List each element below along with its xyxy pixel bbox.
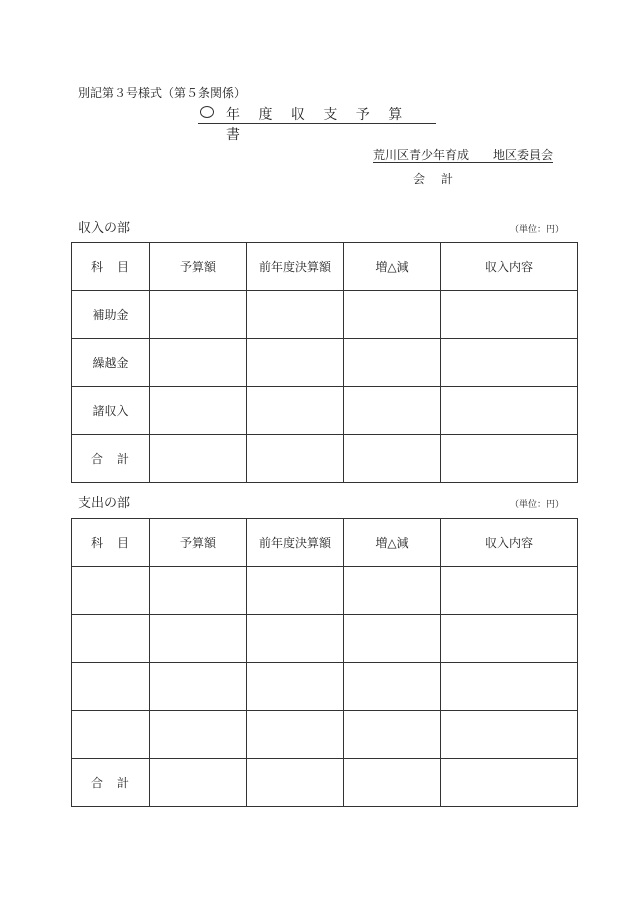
expense-table xyxy=(71,518,578,807)
table-row xyxy=(72,663,578,711)
income-unit-label: （単位：円） xyxy=(510,225,565,235)
budget-cell[interactable] xyxy=(150,435,247,483)
row-label[interactable] xyxy=(72,567,150,615)
expense-header-row xyxy=(72,519,578,567)
form-reference: 別記第３号様式（第５条関係） xyxy=(78,86,247,100)
table-row xyxy=(72,339,578,387)
budget-cell[interactable] xyxy=(150,291,247,339)
organization-name: 荒川区青少年育成 地区委員会 xyxy=(373,148,554,162)
details-cell[interactable] xyxy=(441,435,578,483)
details-cell[interactable] xyxy=(441,759,578,807)
table-row xyxy=(72,567,578,615)
change-cell[interactable] xyxy=(344,615,441,663)
previous-cell[interactable] xyxy=(247,615,344,663)
table-row xyxy=(72,387,578,435)
expense-section-title: 支出の部 xyxy=(78,496,131,511)
change-cell[interactable] xyxy=(344,387,441,435)
budget-cell[interactable] xyxy=(150,663,247,711)
previous-cell[interactable] xyxy=(247,711,344,759)
row-label: 合 計 xyxy=(72,759,150,807)
document-title-text: 年 度 収 支 予 算 書 xyxy=(226,107,410,143)
row-label: 補助金 xyxy=(72,291,150,339)
column-header-subject: 科 目 xyxy=(72,243,150,291)
change-cell[interactable] xyxy=(344,711,441,759)
treasurer-label: 会 計 xyxy=(413,172,456,186)
previous-cell[interactable] xyxy=(247,759,344,807)
details-cell[interactable] xyxy=(441,615,578,663)
change-cell[interactable] xyxy=(344,435,441,483)
expense-unit-label: （単位：円） xyxy=(510,500,565,510)
column-header-budget: 予算額 xyxy=(150,243,247,291)
table-row xyxy=(72,291,578,339)
details-cell[interactable] xyxy=(441,291,578,339)
budget-cell[interactable] xyxy=(150,387,247,435)
details-cell[interactable] xyxy=(441,339,578,387)
budget-cell[interactable] xyxy=(150,711,247,759)
budget-cell[interactable] xyxy=(150,615,247,663)
change-cell[interactable] xyxy=(344,291,441,339)
year-placeholder-circle xyxy=(200,106,214,118)
column-header-details: 収入内容 xyxy=(441,519,578,567)
row-label: 繰越金 xyxy=(72,339,150,387)
row-label[interactable] xyxy=(72,615,150,663)
row-label[interactable] xyxy=(72,711,150,759)
total-row xyxy=(72,759,578,807)
change-cell[interactable] xyxy=(344,759,441,807)
budget-cell[interactable] xyxy=(150,339,247,387)
row-label: 合 計 xyxy=(72,435,150,483)
income-table xyxy=(71,242,578,483)
budget-cell[interactable] xyxy=(150,567,247,615)
previous-cell[interactable] xyxy=(247,387,344,435)
previous-cell[interactable] xyxy=(247,435,344,483)
previous-cell[interactable] xyxy=(247,567,344,615)
column-header-previous-settlement: 前年度決算額 xyxy=(247,243,344,291)
total-row xyxy=(72,435,578,483)
income-header-row xyxy=(72,243,578,291)
details-cell[interactable] xyxy=(441,663,578,711)
row-label: 諸収入 xyxy=(72,387,150,435)
previous-cell[interactable] xyxy=(247,291,344,339)
document-title xyxy=(198,103,436,143)
column-header-budget: 予算額 xyxy=(150,519,247,567)
previous-cell[interactable] xyxy=(247,663,344,711)
column-header-details: 収入内容 xyxy=(441,243,578,291)
previous-cell[interactable] xyxy=(247,339,344,387)
change-cell[interactable] xyxy=(344,567,441,615)
details-cell[interactable] xyxy=(441,387,578,435)
details-cell[interactable] xyxy=(441,711,578,759)
row-label[interactable] xyxy=(72,663,150,711)
table-row xyxy=(72,711,578,759)
column-header-change: 増△減 xyxy=(344,243,441,291)
income-section-title: 収入の部 xyxy=(78,221,131,236)
column-header-previous-settlement: 前年度決算額 xyxy=(247,519,344,567)
details-cell[interactable] xyxy=(441,567,578,615)
budget-cell[interactable] xyxy=(150,759,247,807)
column-header-subject: 科 目 xyxy=(72,519,150,567)
change-cell[interactable] xyxy=(344,339,441,387)
table-row xyxy=(72,615,578,663)
column-header-change: 増△減 xyxy=(344,519,441,567)
change-cell[interactable] xyxy=(344,663,441,711)
